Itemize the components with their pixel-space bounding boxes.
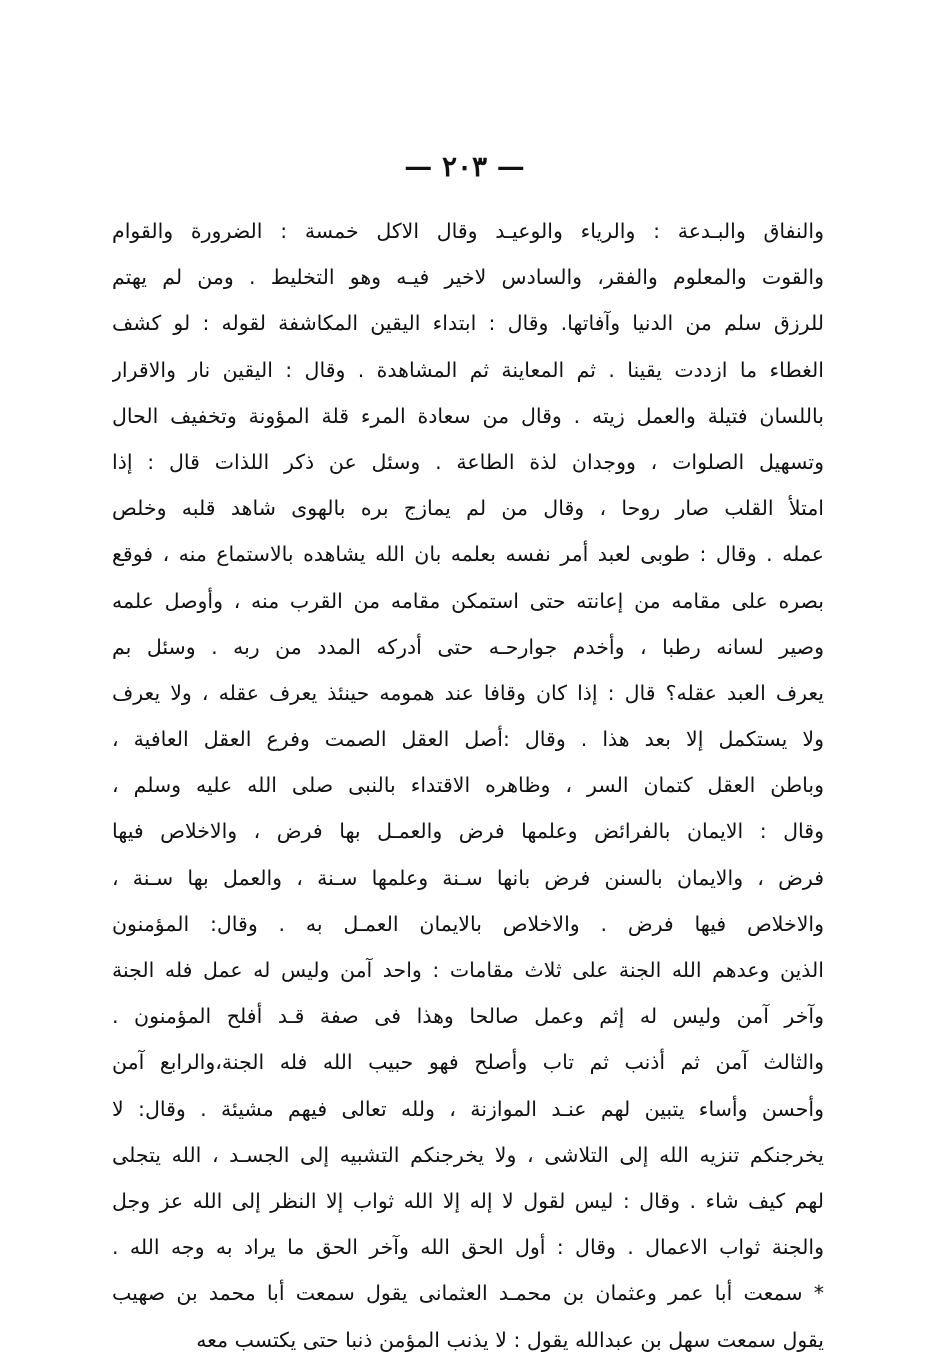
text-line: * سمعت أبا عمر وعثمان بن محمـد العثمانى يقول سمعت أبا محمد بن صهيب: [112, 1281, 824, 1306]
text-line: وقال : الايمان بالفرائض وعلمها فرض والعمـل بها فرض ، والاخلاص فيها: [112, 819, 824, 844]
text-line: بصره على مقامه من إعانته حتى استمكن مقامه من القرب منه ، وأوصل علمه: [112, 588, 824, 613]
text-line: والثالث آمن ثم أذنب ثم تاب وأصلح فهو حبيب الله فله الجنة،والرابع آمن: [112, 1050, 824, 1075]
text-line: والنفاق والبـدعة : والرياء والوعيـد وقال الاكل خمسة : الضرورة والقوام: [112, 219, 824, 243]
text-line: والاخلاص فيها فرض . والاخلاص بالايمان العمـل به . وقال: المؤمنون: [112, 911, 824, 936]
text-line: وأحسن وأساء يتبين لهم عنـد الموازنة ، ولله تعالى فيهم مشيئة . وقال: لا: [112, 1096, 824, 1121]
page-number: — ٢٠٣ —: [404, 150, 525, 183]
text-line: وباطن العقل كتمان السر ، وظاهره الاقتداء بالنبى صلى الله عليه وسلم ،: [112, 773, 824, 798]
text-line: يخرجنكم تنزيه الله إلى التلاشى ، ولا يخرجنكم التشبيه إلى الجسـد ، الله يتجلى: [112, 1142, 824, 1167]
text-line: وآخر آمن وليس له إثم وعمل صالحا وهذا فى صفة قـد أفلح المؤمنون .: [112, 1004, 824, 1029]
text-line: فرض ، والايمان بالسنن فرض بانها سـنة وعلمها سـنة ، والعمل بها سـنة ،: [112, 865, 824, 890]
text-line: الذين وعدهم الله الجنة على ثلاث مقامات : واحد آمن وليس له عمل فله الجنة: [112, 958, 824, 982]
body-text: [112, 208, 824, 1363]
text-line: والجنة ثواب الاعمال . وقال : أول الحق الله وآخر الحق ما يراد به وجه الله .: [112, 1235, 824, 1260]
text-line: والقوت والمعلوم والفقر، والسادس لاخير فيـه وهو التخليط . ومن لم يهتم: [112, 265, 824, 290]
text-line: وتسهيل الصلوات ، ووجدان لذة الطاعة . وسئل عن ذكر اللذات قال : إذا: [112, 449, 824, 474]
text-line: عمله . وقال : طوبى لعبد أمر نفسه بعلمه بان الله يشاهده بالاستماع منه ، فوقع: [112, 542, 824, 567]
text-line: للرزق سلم من الدنيا وآفاتها. وقال : ابتداء اليقين المكاشفة لقوله : لو كشف: [112, 311, 824, 336]
text-line: لهم كيف شاء . وقال : ليس لقول لا إله إلا الله ثواب إلا النظر إلى الله عز وجل: [112, 1188, 824, 1213]
text-line: يقول سمعت سهل بن عبدالله يقول : لا يذنب المؤمن ذنبا حتى يكتسب معه: [196, 1327, 824, 1352]
text-line: باللسان فتيلة والعمل زيته . وقال من سعادة المرء قلة المؤونة وتخفيف الحال: [112, 403, 824, 428]
text-line: الغطاء ما ازددت يقينا . ثم المعاينة ثم المشاهدة . وقال : اليقين نار والاقرار: [112, 357, 824, 382]
text-line: امتلأ القلب صار روحا ، وقال من لم يمازج بره بالهوى شاهد قلبه وخلص: [112, 496, 824, 521]
text-line: يعرف العبد عقله؟ قال : إذا كان وقافا عند همومه حينئذ يعرف عقله ، ولا يعرف: [112, 680, 824, 705]
text-line: ولا يستكمل إلا بعد هذا . وقال :أصل العقل الصمت وفرع العقل العافية ،: [112, 727, 824, 752]
text-line: وصير لسانه رطبا ، وأخدم جوارحـه حتى أدركه المدد من ربه . وسئل بم: [112, 634, 824, 659]
